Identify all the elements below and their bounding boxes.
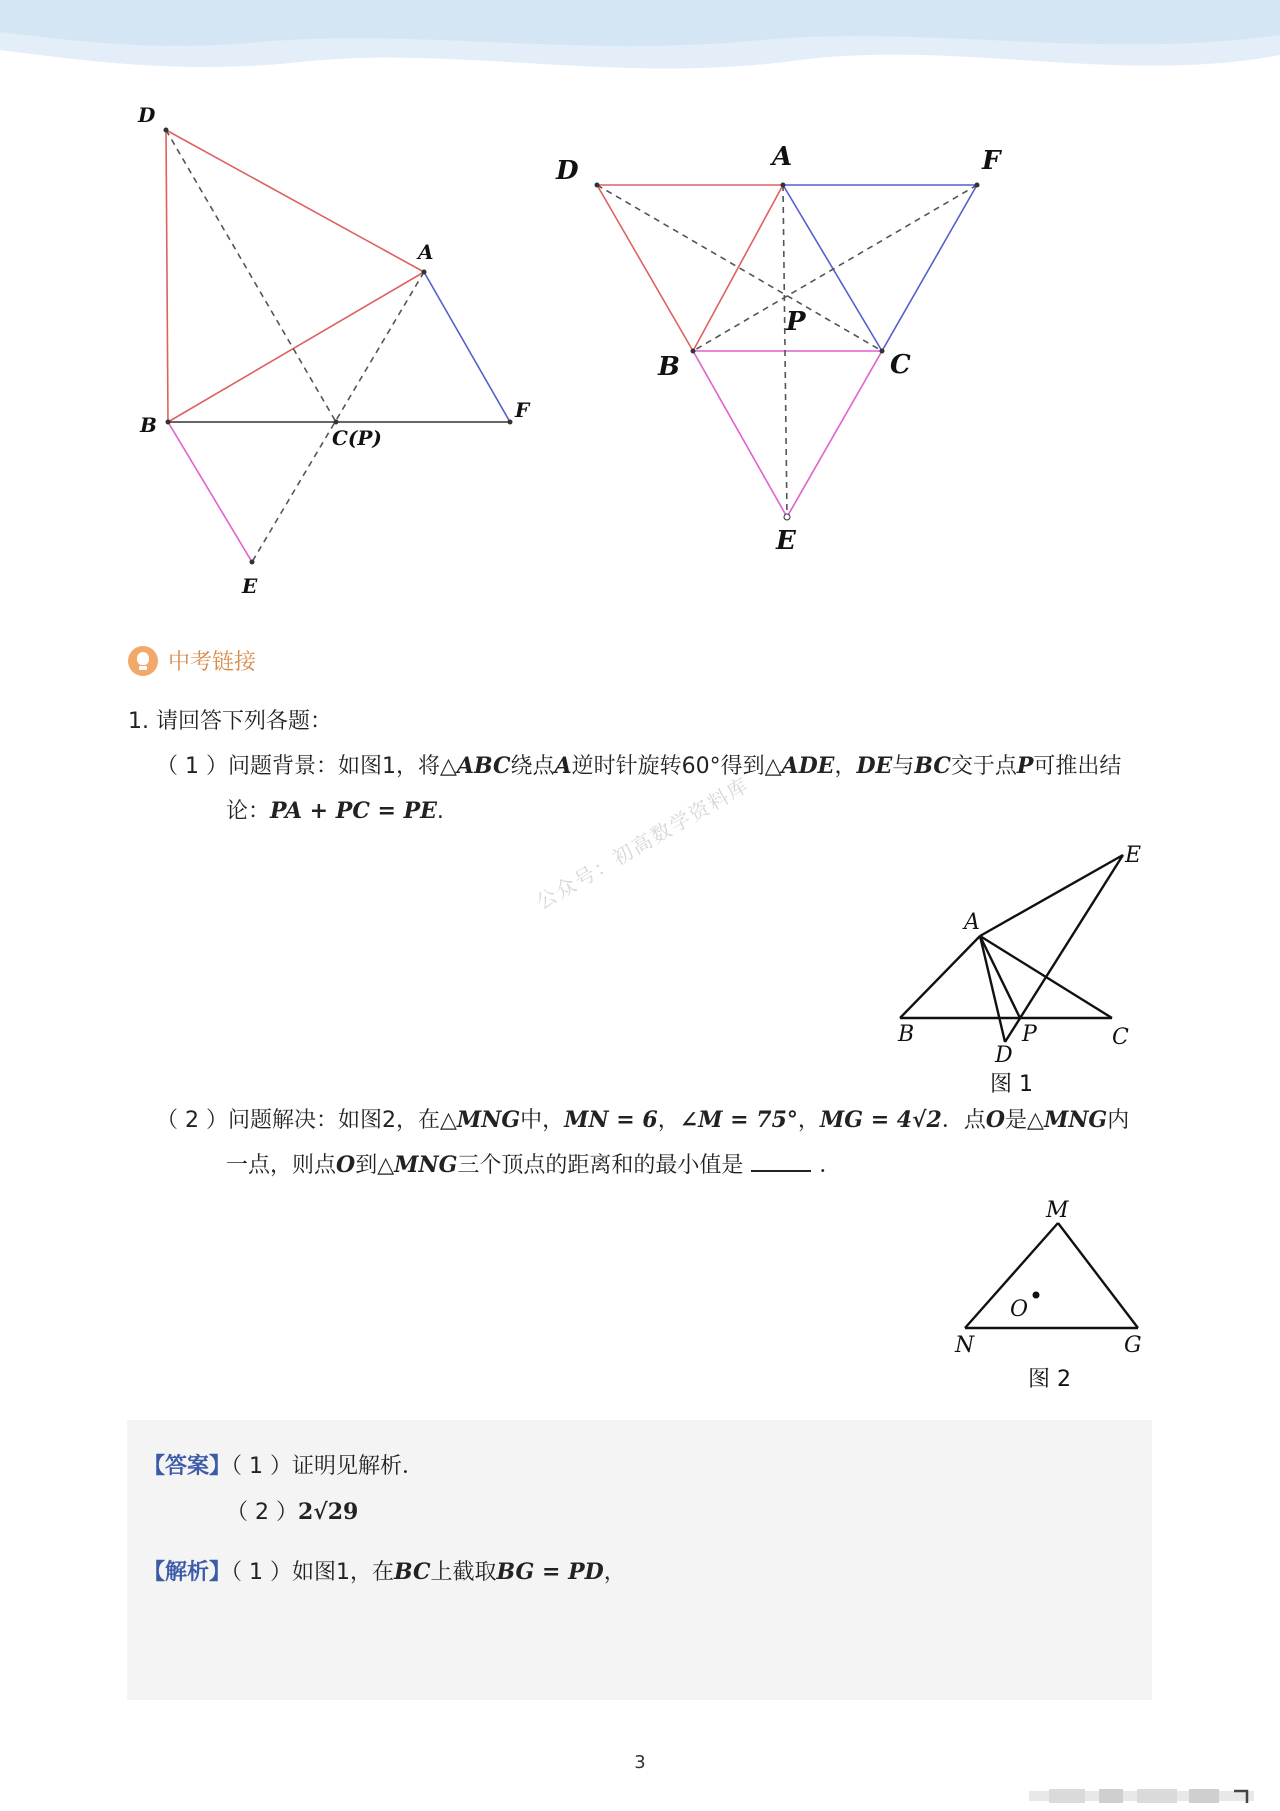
figure-1-lines — [900, 855, 1123, 1042]
label-P: P — [1022, 1022, 1037, 1047]
answer-line2 — [226, 1490, 358, 1535]
part2-text: 是△ — [1005, 1108, 1044, 1133]
part2-line1 — [156, 1098, 1129, 1143]
analysis-text: 如图1，在 — [292, 1560, 394, 1585]
math-MNG: MNG — [456, 1107, 521, 1133]
label-M: M — [1046, 1198, 1069, 1223]
part1-text: 绕点 — [510, 754, 555, 779]
part2-text: 三个顶点的距离和的最小值是 — [457, 1153, 744, 1178]
answer-index: （ 1 ） — [231, 1454, 292, 1479]
math-angle-M: ∠M = 75° — [679, 1107, 798, 1133]
corner-decoration — [1029, 1785, 1254, 1807]
label-A: A — [772, 142, 793, 172]
part2-text: 问题解决：如图2，在△ — [227, 1108, 457, 1133]
math-BG-PD: BG = PD — [496, 1559, 604, 1585]
question-text: 请回答下列各题： — [156, 709, 333, 734]
part1-index: （ 1 ） — [156, 754, 228, 779]
label-F: F — [982, 146, 1001, 176]
math-MNG: MNG — [394, 1152, 458, 1178]
answer-value: 2√29 — [297, 1499, 359, 1525]
figure-top-left-lines — [166, 130, 510, 562]
part1-text: 与 — [892, 754, 915, 779]
part2-text: 到△ — [355, 1153, 395, 1178]
part1-text: ， — [834, 754, 857, 779]
label-E: E — [776, 526, 796, 556]
part1-text: . — [436, 799, 444, 824]
math-DE: DE — [856, 753, 893, 779]
part2-text: 内 — [1107, 1108, 1130, 1133]
figure-top-left-points — [164, 128, 513, 565]
answer-blank[interactable] — [751, 1148, 811, 1172]
analysis-index: （ 1 ） — [231, 1560, 292, 1585]
label-N: N — [955, 1333, 975, 1358]
label-B: B — [898, 1022, 915, 1047]
label-A: A — [418, 240, 434, 264]
label-C: C — [890, 350, 911, 380]
question-number: 1. — [128, 709, 149, 734]
part1-line1 — [156, 744, 1121, 789]
part2-index: （ 2 ） — [156, 1108, 228, 1133]
math-MNG: MNG — [1043, 1107, 1108, 1133]
label-B: B — [140, 413, 157, 437]
analysis-tag: 【解析】 — [143, 1560, 232, 1585]
part2-text: 一点，则点 — [226, 1153, 337, 1178]
label-D: D — [138, 103, 156, 127]
label-D: D — [995, 1043, 1013, 1068]
label-C-P: C(P) — [332, 426, 382, 450]
figure-1 — [880, 840, 1160, 1100]
label-E: E — [1125, 843, 1142, 868]
part2-line2 — [226, 1143, 841, 1188]
part1-text: 问题背景：如图1，将△ — [227, 754, 457, 779]
figure-1-caption: 图 1 — [990, 1072, 1033, 1097]
lightbulb-icon — [128, 646, 158, 676]
math-conclusion: PA + PC = PE — [270, 798, 437, 824]
figure-2-caption: 图 2 — [1028, 1367, 1071, 1392]
analysis-text: 上截取 — [430, 1560, 497, 1585]
math-BC: BC — [394, 1559, 431, 1585]
label-G: G — [1124, 1333, 1142, 1358]
label-D: D — [556, 156, 579, 186]
part2-text: ．点 — [941, 1108, 986, 1133]
page-number: 3 — [634, 1752, 646, 1773]
part1-text: 逆时针旋转60°得到△ — [571, 754, 782, 779]
figure-top-right — [550, 135, 1030, 565]
part1-text: 论： — [226, 799, 271, 824]
part2-text: ， — [797, 1108, 820, 1133]
part1-text: 交于点 — [950, 754, 1017, 779]
section-heading — [128, 645, 256, 676]
part1-line2 — [226, 789, 444, 834]
point-O — [1033, 1292, 1040, 1299]
math-BC: BC — [914, 753, 951, 779]
analysis-text: ， — [603, 1560, 626, 1585]
label-B: B — [658, 352, 680, 382]
figure-2 — [950, 1190, 1150, 1400]
answer-index: （ 2 ） — [226, 1500, 298, 1525]
answer-text: 证明见解析． — [292, 1454, 425, 1479]
math-O: O — [985, 1107, 1006, 1133]
label-O: O — [1010, 1297, 1029, 1322]
section-title: 中考链接 — [168, 650, 257, 675]
math-A: A — [554, 753, 572, 779]
label-A: A — [964, 910, 980, 935]
answer-tag: 【答案】 — [143, 1454, 232, 1479]
answer-line1 — [143, 1445, 424, 1489]
math-O: O — [336, 1152, 356, 1178]
label-E: E — [242, 574, 258, 598]
part2-text: ． — [819, 1153, 842, 1178]
label-P: P — [786, 307, 806, 337]
figure-top-left — [120, 95, 550, 605]
figure-top-right-lines — [597, 185, 977, 517]
watermark: 公众号：初高数学资料库 — [532, 772, 754, 915]
label-F: F — [515, 398, 530, 422]
math-MG: MG = 4√2 — [819, 1107, 942, 1133]
math-MN: MN = 6 — [564, 1107, 658, 1133]
header-wave-decoration — [0, 0, 1280, 95]
part2-text: 中， — [520, 1108, 565, 1133]
part1-text: 可推出结 — [1033, 754, 1122, 779]
math-ADE: ADE — [781, 753, 835, 779]
figure-2-lines — [965, 1223, 1138, 1328]
math-ABC: ABC — [456, 753, 511, 779]
part2-text: ， — [657, 1108, 680, 1133]
analysis-line1 — [143, 1550, 626, 1595]
label-C: C — [1112, 1025, 1129, 1050]
question-prompt — [128, 700, 332, 744]
math-P: P — [1016, 753, 1034, 779]
